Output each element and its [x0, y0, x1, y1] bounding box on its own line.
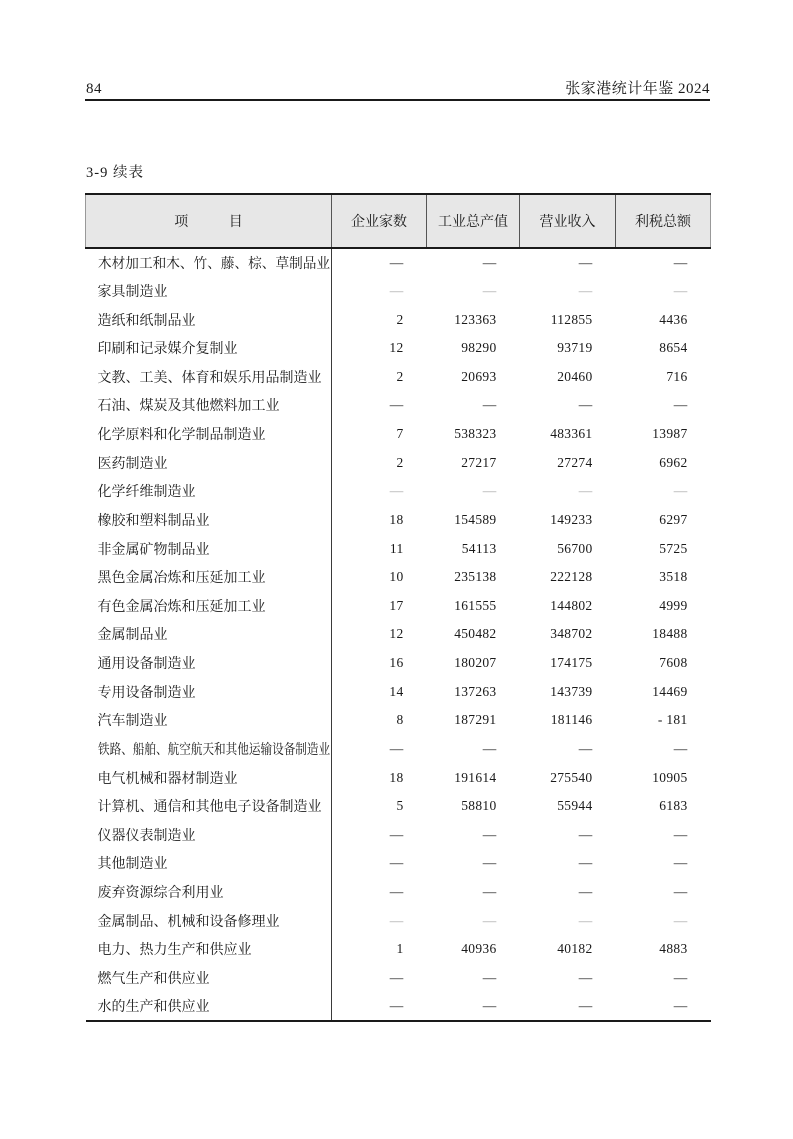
row-value-gross-output: 137263: [454, 683, 497, 699]
row-label: 燃气生产和供应业: [97, 971, 210, 987]
row-value-enterprises: 14: [389, 683, 404, 699]
row-label-cell: [86, 448, 332, 477]
row-label: 非金属矿物制品业: [97, 542, 210, 558]
row-value-revenue: 112855: [550, 311, 593, 327]
table-caption: 3-9 续表: [86, 165, 144, 181]
row-value-enterprises: 12: [389, 626, 404, 642]
row-value-enterprises: —: [389, 282, 404, 298]
table-row: [86, 277, 711, 306]
row-label: 金属制品、机械和设备修理业: [97, 914, 280, 930]
row-label-cell: [86, 305, 332, 334]
table-row: [86, 391, 711, 420]
row-value-profit-tax: 716: [666, 368, 688, 384]
header-rule: [85, 99, 710, 101]
row-label-cell: [86, 878, 332, 907]
row-label: 橡胶和塑料制品业: [97, 513, 210, 529]
row-label: 黑色金属冶炼和压延加工业: [97, 571, 266, 587]
row-label: 文教、工美、体育和娱乐用品制造业: [97, 370, 322, 386]
row-value-gross-output: 27217: [461, 454, 497, 470]
column-header-item-label: 项目: [174, 215, 284, 230]
row-value-profit-tax: 10905: [652, 769, 688, 785]
row-label: 水的生产和供应业: [97, 1000, 210, 1016]
row-value-revenue: 181146: [550, 712, 593, 728]
row-label-cell: [86, 906, 332, 935]
row-label: 金属制品业: [97, 628, 168, 644]
row-value-revenue: 174175: [550, 655, 593, 671]
row-label-cell: [86, 248, 332, 277]
row-value-profit-tax: —: [673, 826, 688, 842]
row-value-gross-output: —: [482, 998, 497, 1014]
row-label-cell: [86, 964, 332, 993]
table-row: [86, 878, 711, 907]
row-label-cell: [86, 706, 332, 735]
row-value-profit-tax: 7608: [659, 655, 688, 671]
row-value-enterprises: —: [389, 740, 404, 756]
row-value-gross-output: —: [482, 969, 497, 985]
row-value-gross-output: —: [482, 740, 497, 756]
row-value-enterprises: —: [389, 826, 404, 842]
row-label: 造纸和纸制品业: [97, 313, 196, 329]
table-row: [86, 935, 711, 964]
table-row: [86, 964, 711, 993]
row-label: 通用设备制造业: [97, 657, 196, 673]
row-value-revenue: 56700: [557, 540, 593, 556]
row-value-profit-tax: 3518: [659, 569, 688, 585]
table-row: [86, 706, 711, 735]
row-value-revenue: 222128: [550, 569, 593, 585]
row-value-enterprises: 2: [396, 368, 404, 384]
row-value-enterprises: 7: [396, 426, 404, 442]
row-value-gross-output: 191614: [454, 769, 497, 785]
row-value-gross-output: —: [482, 826, 497, 842]
row-value-gross-output: —: [482, 884, 497, 900]
row-value-gross-output: 58810: [461, 798, 497, 814]
row-label-cell: [86, 391, 332, 420]
row-label: 有色金属冶炼和压延加工业: [97, 599, 266, 615]
industry-statistics-table: [85, 193, 711, 1022]
row-value-revenue: —: [578, 397, 593, 413]
row-value-enterprises: 10: [389, 569, 404, 585]
row-value-profit-tax: —: [673, 912, 688, 928]
table-row: [86, 334, 711, 363]
table-row: [86, 305, 711, 334]
row-label-cell: [86, 363, 332, 392]
row-value-profit-tax: 6183: [659, 798, 688, 814]
table-row: [86, 448, 711, 477]
table-row: [86, 735, 711, 764]
table-row: [86, 420, 711, 449]
row-label: 铁路、船舶、航空航天和其他运输设备制造业: [97, 742, 330, 758]
table-row: [86, 821, 711, 850]
row-value-enterprises: 17: [389, 597, 404, 613]
row-label-cell: [86, 563, 332, 592]
row-value-gross-output: 54113: [461, 540, 497, 556]
row-label-cell: [86, 534, 332, 563]
row-label: 化学原料和化学制品制造业: [97, 428, 266, 444]
row-value-gross-output: —: [482, 254, 497, 270]
row-value-revenue: 483361: [550, 426, 593, 442]
row-value-profit-tax: —: [673, 282, 688, 298]
row-label-cell: [86, 420, 332, 449]
row-value-profit-tax: —: [673, 884, 688, 900]
row-value-gross-output: 187291: [454, 712, 497, 728]
row-value-enterprises: 2: [396, 311, 404, 327]
row-value-profit-tax: 4883: [659, 941, 688, 957]
row-value-enterprises: 16: [389, 655, 404, 671]
table-row: [86, 248, 711, 277]
table-row: [86, 592, 711, 621]
row-value-enterprises: 11: [389, 540, 404, 556]
row-value-revenue: 55944: [557, 798, 593, 814]
row-value-enterprises: 12: [389, 340, 404, 356]
row-value-revenue: 144802: [550, 597, 593, 613]
row-label-cell: [86, 620, 332, 649]
row-value-profit-tax: - 181: [657, 712, 688, 728]
row-value-enterprises: 5: [396, 798, 404, 814]
row-label: 汽车制造业: [97, 714, 168, 730]
row-label: 计算机、通信和其他电子设备制造业: [97, 800, 322, 816]
row-value-enterprises: 18: [389, 769, 404, 785]
row-value-gross-output: 538323: [454, 426, 497, 442]
column-header-enterprises: 企业家数: [332, 194, 427, 248]
table-row: [86, 620, 711, 649]
row-value-profit-tax: 8654: [659, 340, 688, 356]
row-label: 专用设备制造业: [97, 685, 196, 701]
row-label-cell: [86, 506, 332, 535]
row-label-cell: [86, 821, 332, 850]
row-value-revenue: —: [578, 254, 593, 270]
row-label-cell: [86, 677, 332, 706]
row-value-gross-output: 161555: [454, 597, 497, 613]
row-value-revenue: 275540: [550, 769, 593, 785]
row-value-gross-output: 450482: [454, 626, 497, 642]
row-value-gross-output: —: [482, 855, 497, 871]
row-value-enterprises: 8: [396, 712, 404, 728]
row-value-profit-tax: —: [673, 998, 688, 1014]
row-label-cell: [86, 277, 332, 306]
row-label: 家具制造业: [97, 284, 168, 300]
row-value-enterprises: —: [389, 884, 404, 900]
row-label: 废弃资源综合利用业: [97, 886, 224, 902]
table-row: [86, 506, 711, 535]
row-label: 电力、热力生产和供应业: [97, 943, 252, 959]
row-value-gross-output: 20693: [461, 368, 497, 384]
row-value-revenue: 348702: [550, 626, 593, 642]
table-body: [86, 248, 711, 1021]
row-value-profit-tax: —: [673, 397, 688, 413]
table-row: [86, 649, 711, 678]
row-label-cell: [86, 992, 332, 1021]
row-value-revenue: 93719: [557, 340, 593, 356]
row-value-revenue: —: [578, 740, 593, 756]
table-row: [86, 534, 711, 563]
row-value-revenue: 27274: [557, 454, 593, 470]
row-value-profit-tax: 13987: [652, 426, 688, 442]
table-header: [86, 194, 711, 248]
row-label: 化学纤维制造业: [97, 485, 196, 501]
row-value-revenue: —: [578, 912, 593, 928]
row-label: 仪器仪表制造业: [97, 828, 196, 844]
row-value-profit-tax: 5725: [659, 540, 688, 556]
row-value-gross-output: 235138: [454, 569, 497, 585]
row-label-cell: [86, 792, 332, 821]
row-value-profit-tax: 14469: [652, 683, 688, 699]
table-row: [86, 563, 711, 592]
table-row: [86, 992, 711, 1021]
row-value-profit-tax: —: [673, 740, 688, 756]
row-value-profit-tax: —: [673, 969, 688, 985]
yearbook-title: 张家港统计年鉴 2024: [565, 81, 710, 97]
column-header-profit-tax: 利税总额: [616, 194, 711, 248]
row-label-cell: [86, 477, 332, 506]
row-value-revenue: —: [578, 884, 593, 900]
row-value-profit-tax: —: [673, 855, 688, 871]
row-value-profit-tax: 4999: [659, 597, 688, 613]
row-value-enterprises: 2: [396, 454, 404, 470]
row-value-gross-output: —: [482, 912, 497, 928]
row-value-enterprises: —: [389, 969, 404, 985]
row-value-gross-output: 40936: [461, 941, 497, 957]
page-header: [86, 74, 710, 98]
row-value-enterprises: —: [389, 912, 404, 928]
row-value-profit-tax: 6297: [659, 511, 688, 527]
row-label-cell: [86, 735, 332, 764]
row-value-enterprises: 18: [389, 511, 404, 527]
row-label-cell: [86, 935, 332, 964]
row-value-profit-tax: —: [673, 254, 688, 270]
row-value-revenue: —: [578, 483, 593, 499]
table-row: [86, 849, 711, 878]
row-label: 石油、煤炭及其他燃料加工业: [97, 399, 280, 415]
row-value-enterprises: —: [389, 254, 404, 270]
row-value-gross-output: 123363: [454, 311, 497, 327]
table-row: [86, 792, 711, 821]
column-header-item: [86, 194, 332, 248]
table-row: [86, 477, 711, 506]
row-value-revenue: —: [578, 969, 593, 985]
row-value-revenue: 40182: [557, 941, 593, 957]
row-value-revenue: 149233: [550, 511, 593, 527]
row-value-profit-tax: —: [673, 483, 688, 499]
row-value-revenue: —: [578, 998, 593, 1014]
row-value-enterprises: —: [389, 855, 404, 871]
row-value-profit-tax: 6962: [659, 454, 688, 470]
table-row: [86, 906, 711, 935]
row-label-cell: [86, 849, 332, 878]
row-label: 电气机械和器材制造业: [97, 771, 238, 787]
row-label: 印刷和记录媒介复制业: [97, 342, 238, 358]
row-value-revenue: —: [578, 282, 593, 298]
row-value-enterprises: —: [389, 483, 404, 499]
table-row: [86, 677, 711, 706]
row-value-gross-output: 154589: [454, 511, 497, 527]
row-label: 木材加工和木、竹、藤、棕、草制品业: [97, 256, 330, 272]
column-header-revenue: 营业收入: [520, 194, 616, 248]
row-value-gross-output: 98290: [461, 340, 497, 356]
row-value-revenue: —: [578, 855, 593, 871]
row-value-profit-tax: 18488: [652, 626, 688, 642]
row-value-profit-tax: 4436: [659, 311, 688, 327]
page-number: 84: [86, 81, 102, 97]
row-label-cell: [86, 649, 332, 678]
column-header-gross-output: 工业总产值: [427, 194, 520, 248]
table-header-row: [86, 194, 711, 248]
table-row: [86, 763, 711, 792]
row-value-gross-output: —: [482, 483, 497, 499]
table-row: [86, 363, 711, 392]
row-value-enterprises: 1: [396, 941, 404, 957]
row-value-revenue: 20460: [557, 368, 593, 384]
row-value-revenue: 143739: [550, 683, 593, 699]
row-value-enterprises: —: [389, 397, 404, 413]
row-value-gross-output: —: [482, 282, 497, 298]
row-label-cell: [86, 763, 332, 792]
row-value-gross-output: —: [482, 397, 497, 413]
row-label: 医药制造业: [97, 456, 168, 472]
row-value-revenue: —: [578, 826, 593, 842]
row-label-cell: [86, 334, 332, 363]
row-label-cell: [86, 592, 332, 621]
row-label: 其他制造业: [97, 857, 168, 873]
row-value-gross-output: 180207: [454, 655, 497, 671]
row-value-enterprises: —: [389, 998, 404, 1014]
